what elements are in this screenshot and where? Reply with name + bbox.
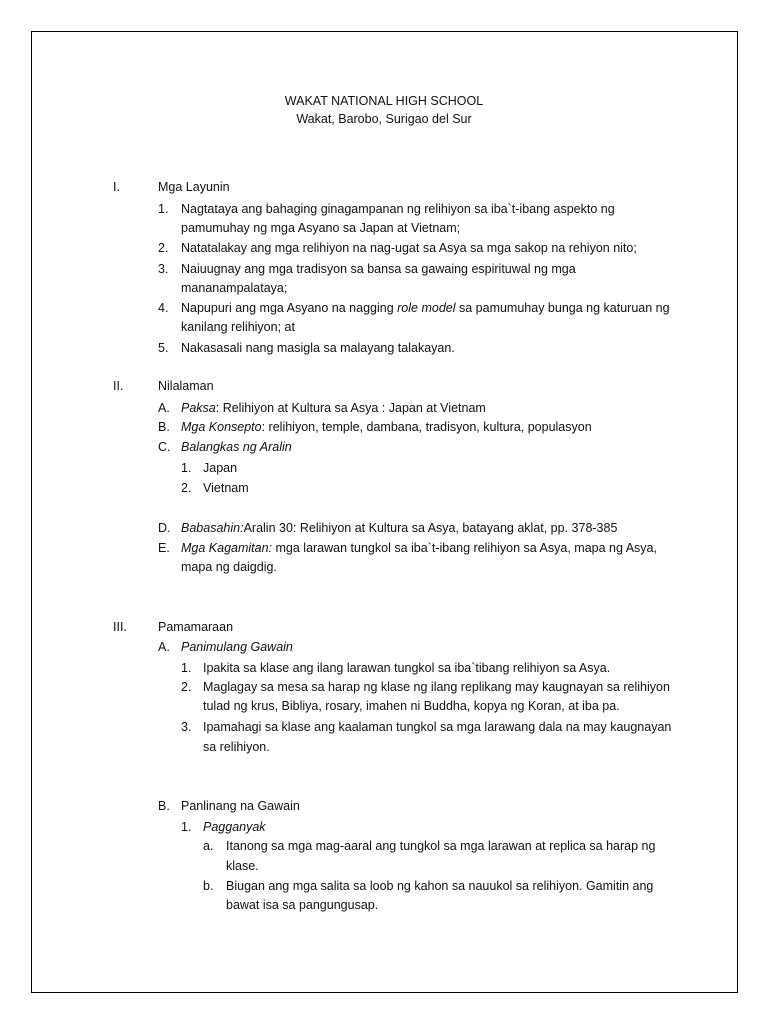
list-item-text: Vietnam (203, 481, 249, 495)
list-letter: D. (158, 521, 171, 535)
list-item-text: Biugan ang mga salita sa loob ng kahon sa nauukol sa relihiyon. Gamitin ang (226, 879, 654, 893)
list-item-text: Natatalakay ang mga relihiyon na nag-ugat sa Asya sa mga sakop na rehiyon nito; (181, 241, 637, 255)
school-name: WAKAT NATIONAL HIGH SCHOOL (284, 94, 484, 108)
list-item-text: Paksa: Relihiyon at Kultura sa Asya : Japan at Vietnam (181, 401, 486, 415)
section-title: Mga Layunin (158, 180, 230, 194)
list-item-text: sa relihiyon. (203, 740, 270, 754)
list-item-text: Ipakita sa klase ang ilang larawan tungkol sa iba`tibang relihiyon sa Asya. (203, 661, 611, 675)
list-letter: E. (158, 541, 170, 555)
list-item-text: mananampalataya; (181, 281, 288, 295)
section-number: I. (113, 180, 120, 194)
list-number: 2. (158, 241, 169, 255)
section-number: II. (113, 379, 124, 393)
section-title: Nilalaman (158, 379, 214, 393)
list-item-text: mapa ng daigdig. (181, 560, 277, 574)
list-number: 2. (181, 481, 192, 495)
list-item-text: tulad ng krus, Bibliya, rosary, imahen ni Buddha, kopya ng Koran, at iba pa. (203, 699, 620, 713)
list-item-text: Ipamahagi sa klase ang kaalaman tungkol sa mga larawang dala na may kaugnayan (203, 720, 672, 734)
list-item-text: Naiuugnay ang mga tradisyon sa bansa sa gawaing espirituwal ng mga (181, 262, 576, 276)
list-number: 3. (158, 262, 169, 276)
list-item-text: Nakasasali nang masigla sa malayang talakayan. (181, 341, 455, 355)
list-letter: A. (158, 640, 170, 654)
list-number: 1. (158, 202, 169, 216)
list-number: 1. (181, 661, 192, 675)
list-letter: a. (203, 839, 214, 853)
list-letter: B. (158, 420, 170, 434)
list-number: 1. (181, 461, 192, 475)
list-number: 4. (158, 301, 169, 315)
list-number: 2. (181, 680, 192, 694)
list-item-text: Japan (203, 461, 238, 475)
list-item-text: Pagganyak (203, 820, 266, 834)
list-letter: C. (158, 440, 171, 454)
list-item-text: kanilang relihiyon; at (181, 320, 295, 334)
list-item-text: Mga Konsepto: relihiyon, temple, dambana, tradisyon, kultura, populasyon (181, 420, 592, 434)
list-letter: B. (158, 799, 170, 813)
list-item-text: Babasahin:Aralin 30: Relihiyon at Kultura sa Asya, batayang aklat, pp. 378-385 (181, 521, 618, 535)
list-item-text: pamumuhay ng mga Asyano sa Japan at Vietnam; (181, 221, 461, 235)
list-number: 3. (181, 720, 192, 734)
list-item-text: klase. (226, 859, 259, 873)
list-item-text: Napupuri ang mga Asyano na nagging role model sa pamumuhay bunga ng katuruan ng (181, 301, 670, 315)
italic-term: role model (397, 301, 456, 315)
list-number: 1. (181, 820, 192, 834)
list-item-text: Itanong sa mga mag-aaral ang tungkol sa mga larawan at replica sa harap ng (226, 839, 656, 853)
section-title: Pamamaraan (158, 620, 234, 634)
list-number: 5. (158, 341, 169, 355)
school-address: Wakat, Barobo, Surigao del Sur (296, 112, 472, 126)
list-item-text: Panimulang Gawain (181, 640, 293, 654)
section-number: III. (113, 620, 127, 634)
list-item-text: Panlinang na Gawain (181, 799, 300, 813)
list-item-text: Nagtataya ang bahaging ginagampanan ng relihiyon sa iba`t-ibang aspekto ng (181, 202, 615, 216)
list-item-text: Mga Kagamitan: mga larawan tungkol sa iba`t-ibang relihiyon sa Asya, mapa ng Asya, (181, 541, 657, 555)
list-letter: A. (158, 401, 170, 415)
list-item-text: bawat isa sa pangungusap. (226, 898, 379, 912)
list-item-text: Maglagay sa mesa sa harap ng klase ng ilang replikang may kaugnayan sa relihiyon (203, 680, 670, 694)
list-letter: b. (203, 879, 214, 893)
list-item-text: Balangkas ng Aralin (181, 440, 292, 454)
